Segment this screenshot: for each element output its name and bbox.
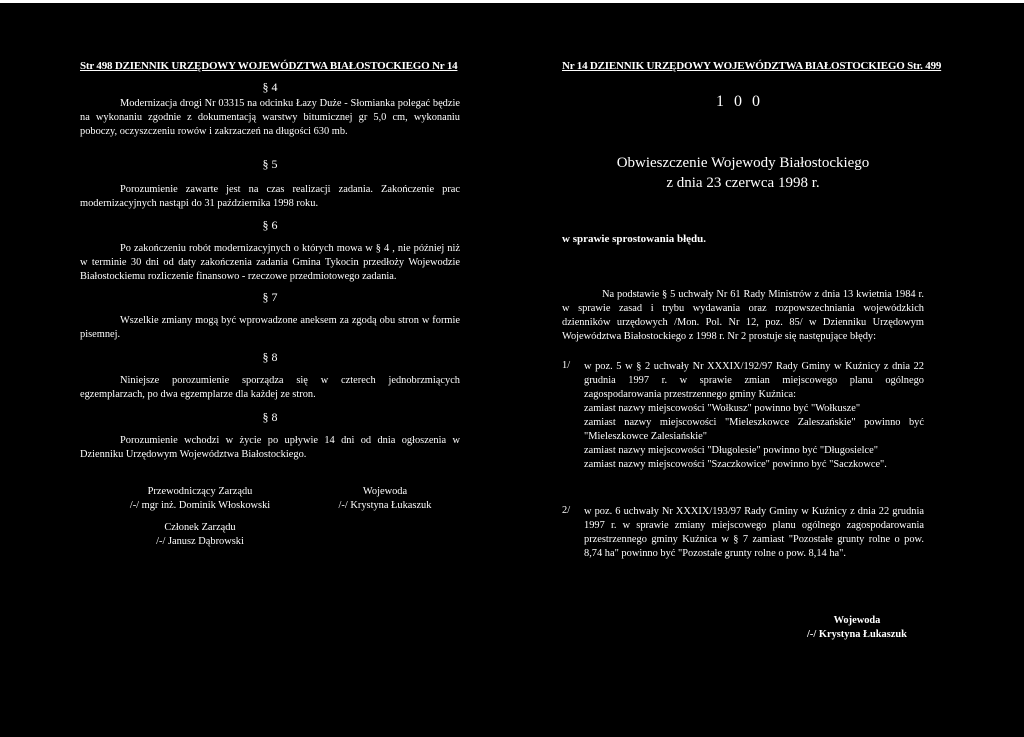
title-line-1: Obwieszczenie Wojewody Białostockiego	[616, 155, 870, 171]
signature-voivode-right	[792, 614, 922, 642]
section-7-text: Wszelkie zmiany mogą być wprowadzone aneksem za zgodą obu stron w formie pisemnej.	[80, 315, 460, 340]
section-7-mark: § 7	[262, 290, 278, 304]
signature-voivode-left	[310, 485, 460, 513]
item-1-number: 1/	[562, 360, 571, 371]
section-4-text: Modernizacja drogi Nr 03315 na odcinku Łazy Duże - Słomianka polegać będzie na wykonaniu zgodnie z dokumentacją warstwy bitumicznej gr 5,0 cm, wykonaniu poboczy, oczyszczeniu rowów i zakrzaczeń na długości 630 mb.	[80, 98, 460, 137]
section-8b-text: Porozumienie wchodzi w życie po upływie 14 dni od dnia ogłoszenia w Dzienniku Urzędowym Województwa Białostockiego.	[80, 435, 460, 460]
section-8a-text: Niniejsze porozumienie sporządza się w czterech jednobrzmiących egzemplarzach, po dwa egzemplarze dla każdej ze stron.	[80, 375, 460, 400]
document-number: 100	[716, 93, 770, 110]
title-line-2: z dnia 23 czerwca 1998 r.	[666, 175, 820, 191]
section-5-text: Porozumienie zawarte jest na czas realizacji zadania. Zakończenie prac modernizacyjnych nastąpi do 31 października 1998 roku.	[80, 184, 460, 209]
top-edge-strip	[0, 0, 1024, 3]
intro-paragraph: Na podstawie § 5 uchwały Nr 61 Rady Ministrów z dnia 13 kwietnia 1984 r. w sprawie zasad i trybu wydawania oraz rozpowszechniania wojewódzkich dzienników urzędowych /Mon. Pol. Nr 12, poz. 85/ w Dzienniku Urzędowym Województwa Białostockiego z 1998 r. Nr 2 prostuje się następujące błędy:	[562, 289, 924, 342]
document-subtitle: w sprawie sprostowania błędu.	[562, 233, 707, 245]
voivode-name: /-/ Krystyna Łukaszuk	[338, 500, 432, 511]
item-1-line-2: zamiast nazwy miejscowości "Wołkusz" powinno być "Wołkusze"	[584, 403, 861, 414]
item-1-body	[584, 360, 924, 472]
section-8a-mark: § 8	[262, 350, 278, 364]
section-5-mark: § 5	[262, 157, 278, 171]
document-title	[562, 153, 924, 193]
section-6-text: Po zakończeniu robót modernizacyjnych o których mowa w § 4 , nie później niż w terminie 30 dni od daty zakończenia zadania Gmina Tykocin przedłoży Wojewodzie Białostockiemu rozliczenie finansowo - rzeczowe przedmiotowego zadania.	[80, 243, 460, 282]
item-1-line-1	[562, 360, 924, 402]
member-title: Członek Zarządu	[164, 522, 236, 533]
section-8b-mark: § 8	[262, 410, 278, 424]
section-6-mark: § 6	[262, 218, 278, 232]
voivode-title: Wojewoda	[362, 486, 408, 497]
right-signature-title: Wojewoda	[833, 615, 881, 626]
right-page-header: Nr 14 DZIENNIK URZĘDOWY WOJEWÓDZTWA BIAŁOSTOCKIEGO Str. 499	[562, 60, 942, 72]
item-2-number: 2/	[562, 505, 571, 516]
item-1-line-5: zamiast nazwy miejscowości "Szaczkowice" powinno być "Saczkowce".	[584, 459, 887, 470]
item-1-line-3: zamiast nazwy miejscowości "Mieleszkowce Zaleszańskie" powinno być "Mieleszkowce Zalesiańskie"	[584, 417, 924, 442]
member-name: /-/ Janusz Dąbrowski	[156, 536, 244, 547]
item-2-text: w poz. 6 uchwały Nr XXXIX/193/97 Rady Gminy w Kuźnicy z dnia 22 grudnia 1997 r. w sprawie zmiany miejscowego planu ogólnego zagospodarowania przestrzennego gminy Kuźnica w § 7 zamiast "Pozostałe grunty rolne o pow. 8,74 ha" powinno być "Pozostałe grunty rolne o pow. 8,14 ha".	[584, 506, 924, 559]
signature-member	[80, 521, 320, 549]
chair-title: Przewodniczący Zarządu	[147, 486, 253, 497]
signature-chair	[80, 485, 320, 513]
right-signature-name: /-/ Krystyna Łukaszuk	[807, 629, 907, 640]
item-1-line-1-text: w poz. 5 w § 2 uchwały Nr XXXIX/192/97 Rady Gminy w Kuźnicy z dnia 22 grudnia 1997 r. w sprawie zmian miejscowego planu ogólnego zagospodarowania przestrzennego gminy Kuźnica:	[584, 361, 924, 400]
left-page-header: Str 498 DZIENNIK URZĘDOWY WOJEWÓDZTWA BIAŁOSTOCKIEGO Nr 14	[80, 60, 458, 72]
chair-name: /-/ mgr inż. Dominik Włoskowski	[129, 500, 271, 511]
item-1-line-4: zamiast nazwy miejscowości "Długolesie" powinno być "Długosielce"	[584, 445, 878, 456]
section-4-mark: § 4	[262, 80, 278, 94]
